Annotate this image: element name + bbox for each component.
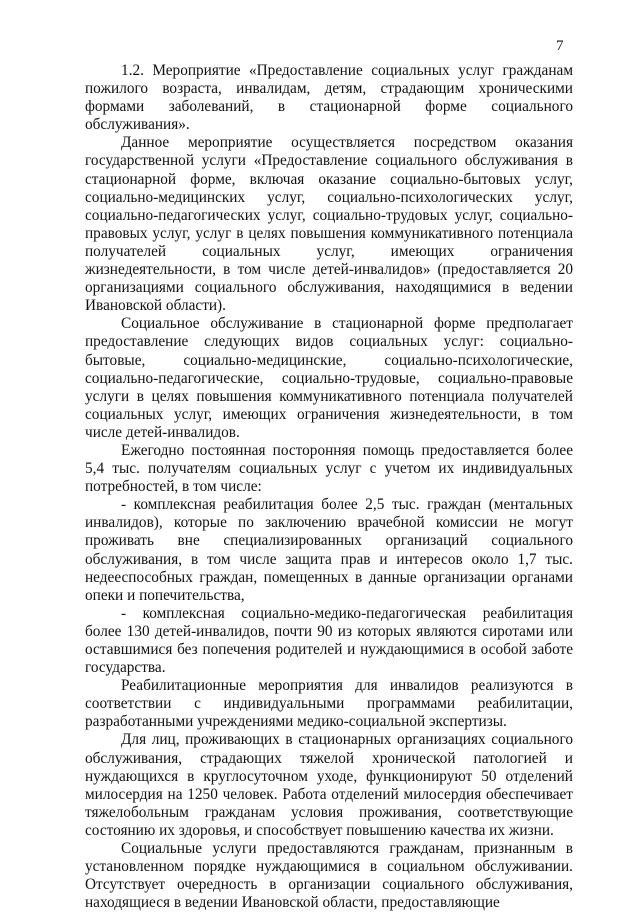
document-body: [85, 62, 573, 912]
paragraph-service-description: Данное мероприятие осуществляется посредством оказания государственной услуги «Предоставление социального обслуживания в стационарной форме, включая оказание социально-бытовых услуг, социально-медицинских услуг, социально-психологических услуг, социально-педагогических услуг, социально-трудовых услуг, социально-правовых услуг, услуг в целях повышения коммуникативного потенциала получателей социальных услуг, имеющих ограничения жизнедеятельности, в том числе детей-инвалидов» (предоставляется 20 организациями социального обслуживания, находящимися в ведении Ивановской области).: [85, 134, 573, 315]
paragraph-annual-assistance: Ежегодно постоянная посторонняя помощь предоставляется более 5,4 тыс. получателям социальных услуг с учетом их индивидуальных потребностей, в том числе:: [85, 441, 573, 496]
paragraph-eligibility: Социальные услуги предоставляются гражданам, признанным в установленном порядке нуждающимися в социальном обслуживании. Отсутствует очередность в организации социального обслуживания, находящиеся в ведении Ивановской области, предоставляющие: [85, 840, 573, 912]
page-number: 7: [556, 38, 564, 54]
paragraph-section-heading: 1.2. Мероприятие «Предоставление социальных услуг гражданам пожилого возраста, инвалидам, детям, страдающим хроническими формами заболеваний, в стационарной форме социального обслуживания».: [85, 62, 573, 134]
paragraph-service-types: Социальное обслуживание в стационарной форме предполагает предоставление следующих видов социальных услуг: социально-бытовые, социально-медицинские, социально-психологические, социально-педагогические, социально-трудовые, социально-правовые услуги в целях повышения коммуникативного потенциала получателей социальных услуг, имеющих ограничения жизнедеятельности, в том числе детей-инвалидов.: [85, 315, 573, 441]
paragraph-mercy-departments: Для лиц, проживающих в стационарных организациях социального обслуживания, страдающих тяжелой хронической патологией и нуждающихся в круглосуточном уходе, функционируют 50 отделений милосердия на 1250 человек. Работа отделений милосердия обеспечивает тяжелобольным гражданам условия проживания, соответствующие состоянию их здоровья, и способствует повышению качества их жизни.: [85, 731, 573, 839]
list-item-rehabilitation-children: - комплексная социально-медико-педагогическая реабилитация более 130 детей-инвалидов, почти 90 из которых являются сиротами или оставшимися без попечения родителей и нуждающимися в особой заботе государства.: [85, 604, 573, 677]
paragraph-rehabilitation-programs: Реабилитационные мероприятия для инвалидов реализуются в соответствии с индивидуальными программами реабилитации, разработанными учреждениями медико-социальной экспертизы.: [85, 677, 573, 731]
list-item-rehabilitation-adults: - комплексная реабилитация более 2,5 тыс. граждан (ментальных инвалидов), которые по заключению врачебной комиссии не могут проживать вне специализированных организаций социального обслуживания, в том числе защита прав и интересов около 1,7 тыс. недееспособных граждан, помещенных в данные организации органами опеки и попечительства,: [85, 496, 573, 604]
